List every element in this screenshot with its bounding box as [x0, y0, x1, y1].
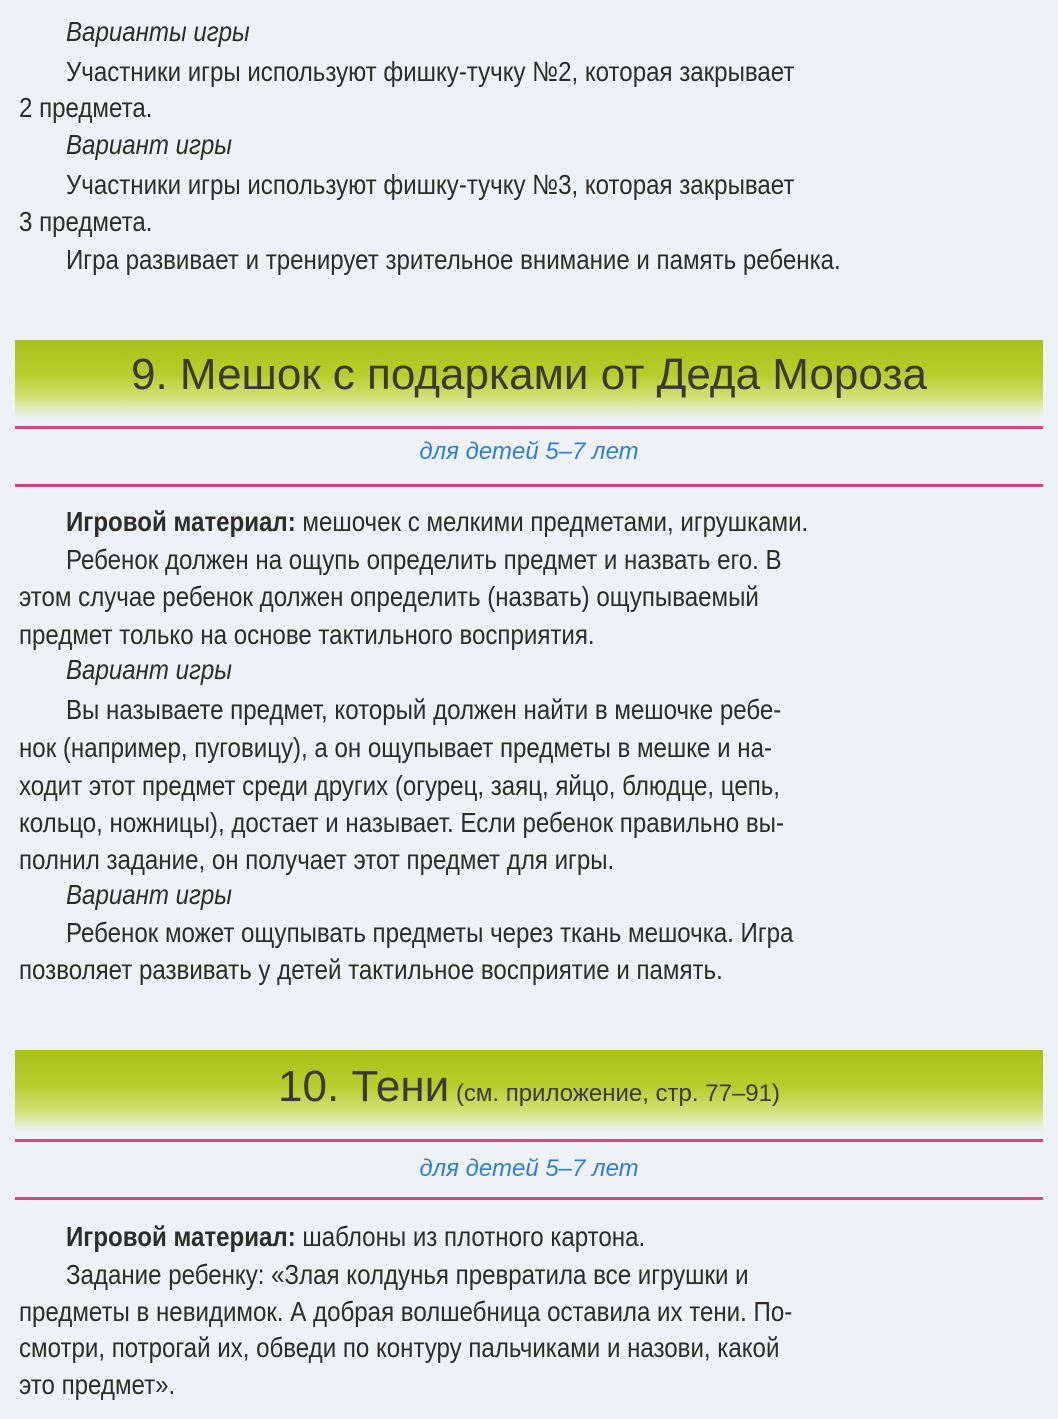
- paragraph-line: Задание ребенку: «Злая колдунья превратила все игрушки и: [66, 1259, 749, 1290]
- paragraph-line: Вы называете предмет, который должен найти в мешочке ребе-: [66, 694, 782, 725]
- variants-heading: Варианты игры: [66, 16, 250, 47]
- section-header-band: [15, 340, 1043, 418]
- section-title: [15, 1062, 1043, 1112]
- divider-rule: [15, 1197, 1043, 1200]
- divider-rule: [15, 426, 1043, 429]
- divider-rule: [15, 484, 1043, 487]
- paragraph-line: 2 предмета.: [19, 92, 153, 123]
- paragraph-line: кольцо, ножницы), достает и называет. Если ребенок правильно вы-: [19, 807, 784, 838]
- paragraph-line: Участники игры используют фишку-тучку №2, которая закрывает: [66, 56, 795, 87]
- section-title: 9. Мешок с подарками от Деда Мороза: [131, 350, 927, 399]
- paragraph-line: предметы в невидимок. А добрая волшебница оставила их тени. По-: [19, 1296, 793, 1327]
- paragraph-line: Участники игры используют фишку-тучку №3, которая закрывает: [66, 169, 795, 200]
- paragraph-line: полнил задание, он получает этот предмет для игры.: [19, 844, 615, 875]
- paragraph-line: Ребенок должен на ощупь определить предмет и назвать его. В: [66, 544, 782, 575]
- paragraph-line: предмет только на основе тактильного восприятия.: [19, 619, 595, 650]
- material-line: [66, 1218, 945, 1256]
- paragraph-line: Ребенок может ощупывать предметы через ткань мешочка. Игра: [66, 917, 794, 948]
- summary-line: Игра развивает и тренирует зрительное внимание и память ребенка.: [66, 244, 841, 275]
- material-label: Игровой материал:: [66, 506, 296, 537]
- material-text: шаблоны из плотного картона.: [295, 1221, 646, 1252]
- paragraph-line: это предмет».: [19, 1369, 176, 1400]
- variant-heading: Вариант игры: [66, 879, 233, 910]
- variant-heading: Вариант игры: [66, 654, 233, 685]
- section-title-note: (см. приложение, стр. 77–91): [449, 1080, 780, 1107]
- paragraph-line: позволяет развивать у детей тактильное восприятие и память.: [19, 954, 723, 985]
- section-header-band: [15, 1050, 1043, 1132]
- paragraph-line: смотри, потрогай их, обведи по контуру пальчиками и назови, какой: [19, 1332, 780, 1363]
- paragraph-line: 3 предмета.: [19, 206, 153, 237]
- paragraph-line: этом случае ребенок должен определить (назвать) ощупываемый: [19, 581, 759, 612]
- variant-heading: Вариант игры: [66, 129, 233, 160]
- section-title-main: 10. Тени: [278, 1062, 450, 1111]
- material-text: мешочек с мелкими предметами, игрушками.: [295, 506, 809, 537]
- material-line: [66, 503, 945, 541]
- divider-rule: [15, 1139, 1043, 1142]
- paragraph-line: нок (например, пуговицу), а он ощупывает предметы в мешке и на-: [19, 732, 772, 763]
- paragraph-line: ходит этот предмет среди других (огурец, заяц, яйцо, блюдце, цепь,: [19, 770, 781, 801]
- age-label: для детей 5–7 лет: [419, 1155, 639, 1182]
- age-label: для детей 5–7 лет: [419, 438, 639, 465]
- material-label: Игровой материал:: [66, 1221, 296, 1252]
